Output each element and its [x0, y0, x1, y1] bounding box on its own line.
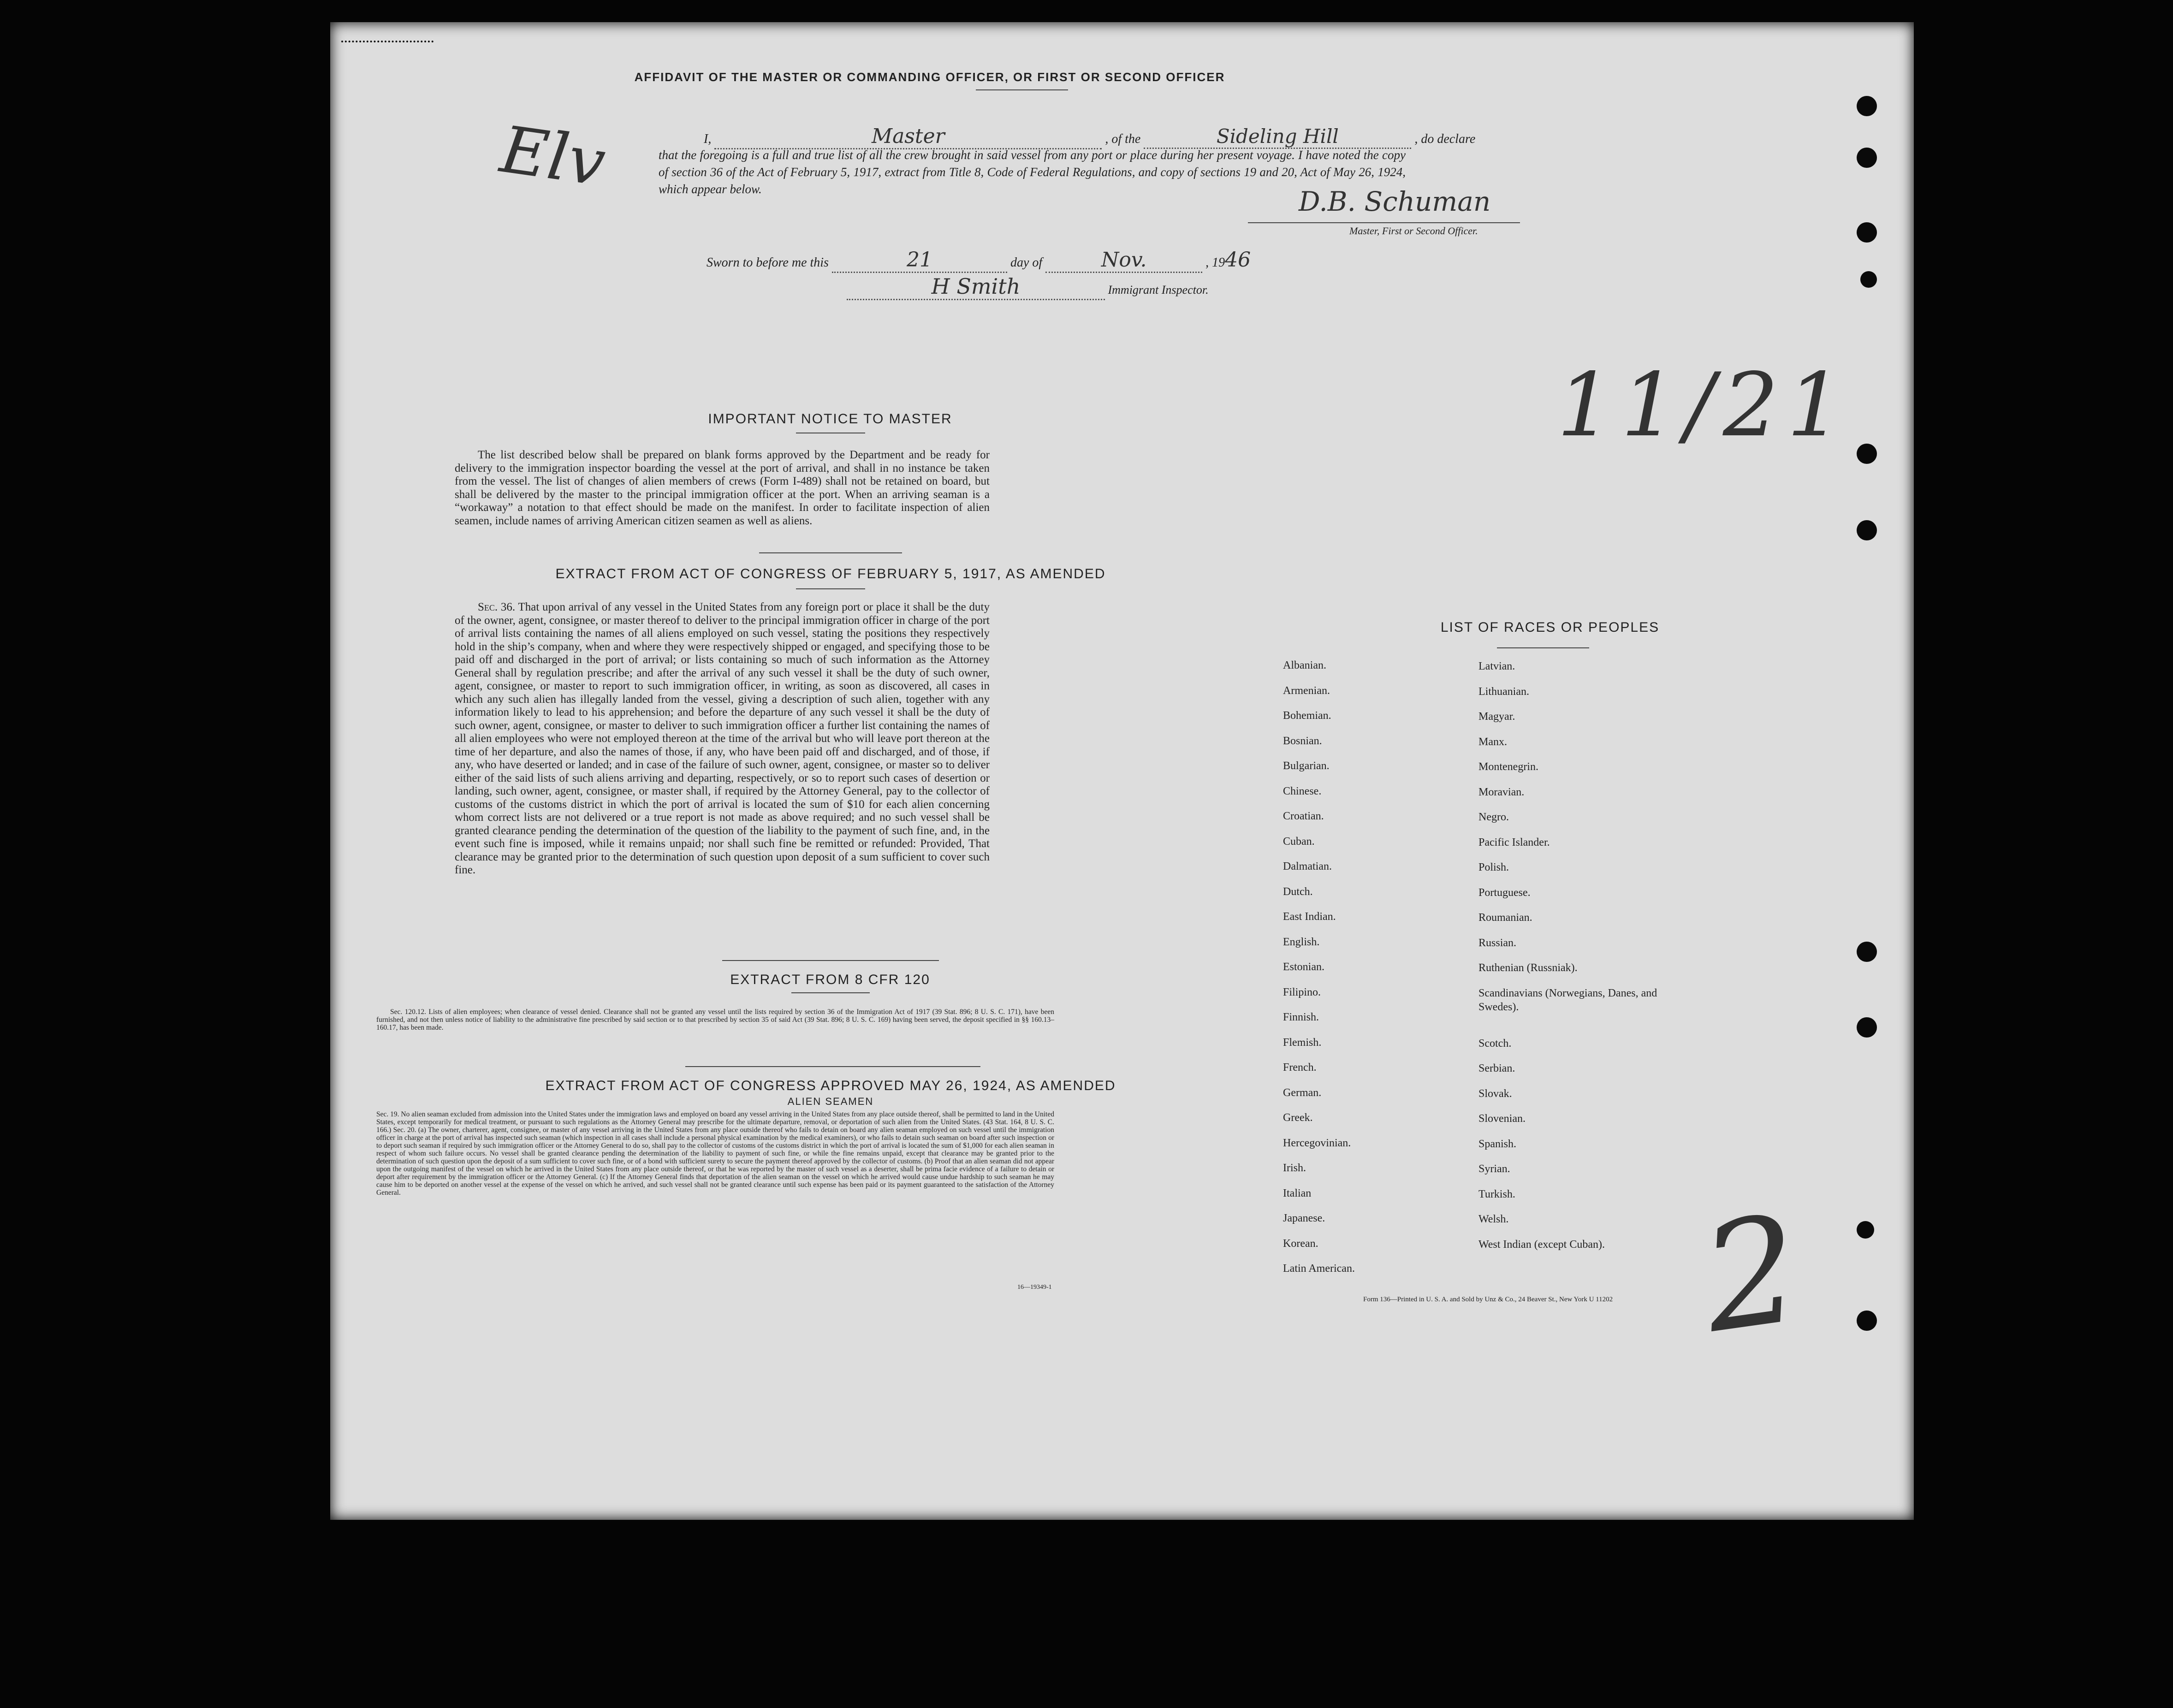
divider — [791, 992, 870, 993]
race-item: Korean. — [1283, 1237, 1318, 1250]
cfr-text: Sec. 120.12. Lists of alien employees; when clearance of vessel denied. Clearance shall not be granted any vessel until the lists required by section 36 of the Immigration Act of 1917 (39 Stat. 896; 8 U. S. C. 171), have been furnished, and not then unless notice of liability to the administrative fine prescribed by said section or to that prescribed by section 35 of said Act (39 Stat. 896; 8 U. S. C. 169) having been served, the deposit specified in §§ 160.13–160.17, has been made. — [376, 1008, 1054, 1032]
affidavit-title: AFFIDAVIT OF THE MASTER OR COMMANDING OFFICER, OR FIRST OR SECOND OFFICER — [634, 70, 1225, 84]
form-code: 16—19349-1 — [1017, 1284, 1052, 1291]
punch-hole — [1857, 148, 1877, 168]
race-item: Russian. — [1478, 937, 1517, 949]
races-title: LIST OF RACES OR PEOPLES — [1440, 620, 1660, 635]
signature-caption: Master, First or Second Officer. — [1349, 225, 1478, 237]
handwritten-year: 46 — [1225, 248, 1251, 272]
race-item: Hercegovinian. — [1283, 1137, 1351, 1149]
punch-hole — [1857, 1311, 1877, 1331]
divider — [976, 89, 1068, 90]
declaration-text: that the foregoing is a full and true list of all the crew brought in said vessel from any port or place during her present voyage. I have noted the copy of section 36 of the Act of February 5, 1917, extract from Title 8, Code of Federal Regulations, and copy of sections 19 and 20, Act of May 26, 1924, which appear below. — [659, 148, 1406, 196]
race-item: Scotch. — [1478, 1037, 1512, 1050]
race-item: Roumanian. — [1478, 912, 1532, 924]
inspector-line — [847, 274, 1209, 300]
punch-hole — [1857, 1221, 1874, 1239]
handwritten-month: Nov. — [1045, 248, 1202, 273]
divider — [722, 960, 939, 961]
vessel-label: , of the — [1105, 132, 1141, 146]
handwritten-day: 21 — [832, 248, 1007, 273]
race-item: Japanese. — [1283, 1212, 1325, 1224]
act-1917-body: That upon arrival of any vessel in the United States from any foreign port or place it shall be the duty of the owner, agent, consignee, or master thereof to deliver to the principal immigration officer in charge of the port of arrival lists containing the names of all aliens employed on such vessel, stating the positions they respectively hold in the ship’s company, when and where they were respectively shipped or engaged, and specifying those to be paid off and discharged in the port of arrival; or lists containing so much of such information as the Attorney General shall by regulation prescribe; and after the arrival of any such vessel it shall be the duty of such owner, agent, consignee, or master to report to such immigration officer, in writing, as soon as discovered, all cases in which any such alien has illegally landed from the vessel, giving a description of such alien, together with any information likely to lead to his apprehension; and before the departure of any such vessel it shall be the duty of such owner, agent, consignee, or master to deliver to such immigration officer a further list containing the names of all alien employees who were not employed thereon at the time of the arrival but who will leave port thereon at the time of her departure, and also the names of those, if any, who have been paid off and discharged, and of those, if any, who have deserted or landed; and in case of the failure of such owner, agent, consignee, or master so to deliver either of the said lists of such aliens arriving and departing, respectively, or so to report such cases of desertion or landing, such owner, agent, consignee, or master shall, if required by the Attorney General, pay to the collector of customs of the customs district in which the port of arrival is located the sum of $10 for each alien concerning whom correct lists are not delivered or a true report is not made as above required; and no such vessel shall be granted clearance pending the determination of the question of the liability to the payment of such fine, and, in the event such fine is imposed, while it remains unpaid; nor shall such fine be remitted or refunded: Provided, That clearance may be granted prior to the determination of such question upon deposit of a sum sufficient to cover such fine. — [455, 601, 990, 876]
race-item: Serbian. — [1478, 1062, 1515, 1074]
handwritten-rank: Master — [714, 125, 1102, 149]
inspector-signature: H Smith — [847, 274, 1105, 300]
race-item: Welsh. — [1478, 1213, 1509, 1225]
race-item: West Indian (except Cuban). — [1478, 1238, 1605, 1251]
punch-hole — [1857, 444, 1877, 464]
race-item: Dutch. — [1283, 885, 1313, 898]
race-item: Dalmatian. — [1283, 860, 1332, 872]
inspector-caption: Immigrant Inspector. — [1108, 283, 1209, 297]
handwritten-vessel: Sideling Hill — [1144, 125, 1411, 149]
race-item: Irish. — [1283, 1162, 1306, 1174]
master-signature: D.B. Schuman — [1299, 186, 1491, 217]
divider — [759, 552, 902, 553]
race-item: Flemish. — [1283, 1036, 1322, 1049]
race-item: German. — [1283, 1086, 1322, 1099]
race-item: Syrian. — [1478, 1163, 1510, 1175]
race-item: Montenegrin. — [1478, 761, 1538, 773]
race-item: Turkish. — [1478, 1188, 1515, 1200]
race-item: Cuban. — [1283, 835, 1315, 848]
declaration-prefix: I, — [704, 132, 712, 146]
act-1917-section: Sec. 36. — [478, 601, 516, 613]
race-item: Greek. — [1283, 1112, 1313, 1124]
race-item: Bosnian. — [1283, 735, 1322, 747]
punch-hole — [1860, 271, 1877, 288]
race-item: Ruthenian (Russniak). — [1478, 962, 1578, 974]
race-item: Moravian. — [1478, 786, 1525, 798]
punch-hole — [1857, 942, 1877, 962]
act-1917-text — [455, 601, 990, 877]
race-item: Armenian. — [1283, 684, 1330, 697]
race-item: Finnish. — [1283, 1011, 1319, 1023]
divider — [796, 588, 865, 589]
punch-hole — [1857, 96, 1877, 116]
handwritten-date-note: 11/21 — [1557, 354, 1851, 456]
race-item: Spanish. — [1478, 1138, 1517, 1150]
scan-specks — [341, 41, 433, 44]
handwritten-page-number: 2 — [1693, 1183, 1810, 1366]
sworn-line — [707, 248, 1251, 273]
punch-hole — [1857, 520, 1877, 540]
punch-hole — [1857, 222, 1877, 243]
race-item: French. — [1283, 1062, 1317, 1073]
race-item: English. — [1283, 936, 1320, 948]
signature-line — [1248, 222, 1520, 223]
race-item: East Indian. — [1283, 911, 1336, 923]
race-item: Italian — [1283, 1187, 1312, 1199]
day-of-label: day of — [1010, 255, 1043, 270]
document-page — [330, 22, 1914, 1520]
act-1924-title: EXTRACT FROM ACT OF CONGRESS APPROVED MAY 26, 1924, AS AMENDED — [545, 1078, 1116, 1093]
race-item: Bulgarian. — [1283, 760, 1330, 772]
race-item: Albanian. — [1283, 659, 1326, 671]
race-item: Slovak. — [1478, 1087, 1512, 1100]
divider — [685, 1066, 980, 1067]
race-item: Bohemian. — [1283, 710, 1331, 722]
act-1924-subtitle: ALIEN SEAMEN — [787, 1096, 874, 1107]
margin-initials: Elv — [496, 112, 610, 201]
notice-text: The list described below shall be prepared on blank forms approved by the Department and be ready for delivery to the immigration inspector boarding the vessel at the port of arrival, and shall in no instance be taken from the vessel. The list of changes of alien members of crews (Form I-489) shall not be retained on board, but shall be delivered by the master to the principal immigration officer at the port. When an arriving seaman is a “workaway” a notation to that effect should be made on the manifest. In order to facilitate inspection of alien seamen, include names of arriving American citizen seamen as well as aliens. — [455, 449, 990, 527]
race-item: Croatian. — [1283, 810, 1324, 822]
punch-hole — [1857, 1017, 1877, 1038]
race-item: Latin American. — [1283, 1263, 1355, 1275]
declaration-line — [704, 125, 1875, 149]
declaration-suffix: , do declare — [1414, 132, 1476, 146]
race-item: Slovenian. — [1478, 1113, 1526, 1125]
act-1924-text: Sec. 19. No alien seaman excluded from admission into the United States under the immigration laws and employed on board any vessel arriving in the United States from any place outside thereof, shall be permitted to land in the United States, except temporarily for medical treatment, or pursuant to such regulations as the Attorney General may prescribe for the ultimate departure, removal, or deportation of such alien from the United States. (43 Stat. 164, 8 U. S. C. 166.) Sec. 20. (a) The owner, charterer, agent, consignee, or master of any vessel arriving in the United States from any place outside thereof who fails to detain on board any alien seaman employed on such vessel until the immigration officer in charge at the port of arrival has inspected such seaman (which inspection in all cases shall include a personal physical examination by the medical examiners), or who fails to detain such seaman on board after such inspection or to deport such seaman if required by such immigration officer or the Attorney General to do so, shall pay to the collector of customs of the customs district in which the port of arrival is located the sum of $1,000 for each alien seaman in respect of whom such failure occurs. No vessel shall be granted clearance pending the determination of the liability to payment of such fine, or while the fine remains unpaid, except that clearance may be granted prior to the determination of such question upon the deposit of a sum sufficient to cover such fine, or of a bond with sufficient surety to secure the payment thereof approved by the collector of customs. (b) Proof that an alien seaman did not appear upon the outgoing manifest of the vessel on which he arrived in the United States from any place outside thereof, or that he was reported by the master of such vessel as a deserter, shall be prima facie evidence of a failure to detain or deport after requirement by the immigration officer or the Attorney General. (c) If the Attorney General finds that deportation of the alien seaman on the vessel on which he arrived would cause undue hardship to such seaman he may cause him to be deported on another vessel at the expense of the vessel on which he arrived, and such vessel shall not be granted clearance until such expense has been paid or its payment guaranteed to the satisfaction of the Attorney General. — [376, 1110, 1054, 1197]
sworn-prefix: Sworn to before me this — [707, 255, 829, 270]
race-item: Scandinavians (Norwegians, Danes, and Swedes). — [1478, 987, 1657, 1013]
race-item: Magyar. — [1478, 711, 1515, 723]
act-1917-title: EXTRACT FROM ACT OF CONGRESS OF FEBRUARY 5, 1917, AS AMENDED — [555, 566, 1106, 581]
race-item: Portuguese. — [1478, 886, 1531, 899]
race-item: Chinese. — [1283, 785, 1322, 797]
race-item: Estonian. — [1283, 961, 1324, 973]
race-item: Manx. — [1478, 735, 1507, 748]
race-item: Lithuanian. — [1478, 685, 1529, 698]
divider — [1497, 647, 1589, 648]
year-prefix: , 19 — [1205, 255, 1225, 270]
race-item: Latvian. — [1478, 660, 1515, 672]
notice-title: IMPORTANT NOTICE TO MASTER — [708, 411, 952, 427]
race-item: Filipino. — [1283, 986, 1321, 998]
race-item: Polish. — [1478, 861, 1509, 873]
race-item: Negro. — [1478, 811, 1509, 823]
race-item: Pacific Islander. — [1478, 836, 1550, 848]
cfr-title: EXTRACT FROM 8 CFR 120 — [730, 972, 930, 987]
printer-imprint: Form 136—Printed in U. S. A. and Sold by Unz & Co., 24 Beaver St., New York U 11202 — [1363, 1296, 1613, 1303]
